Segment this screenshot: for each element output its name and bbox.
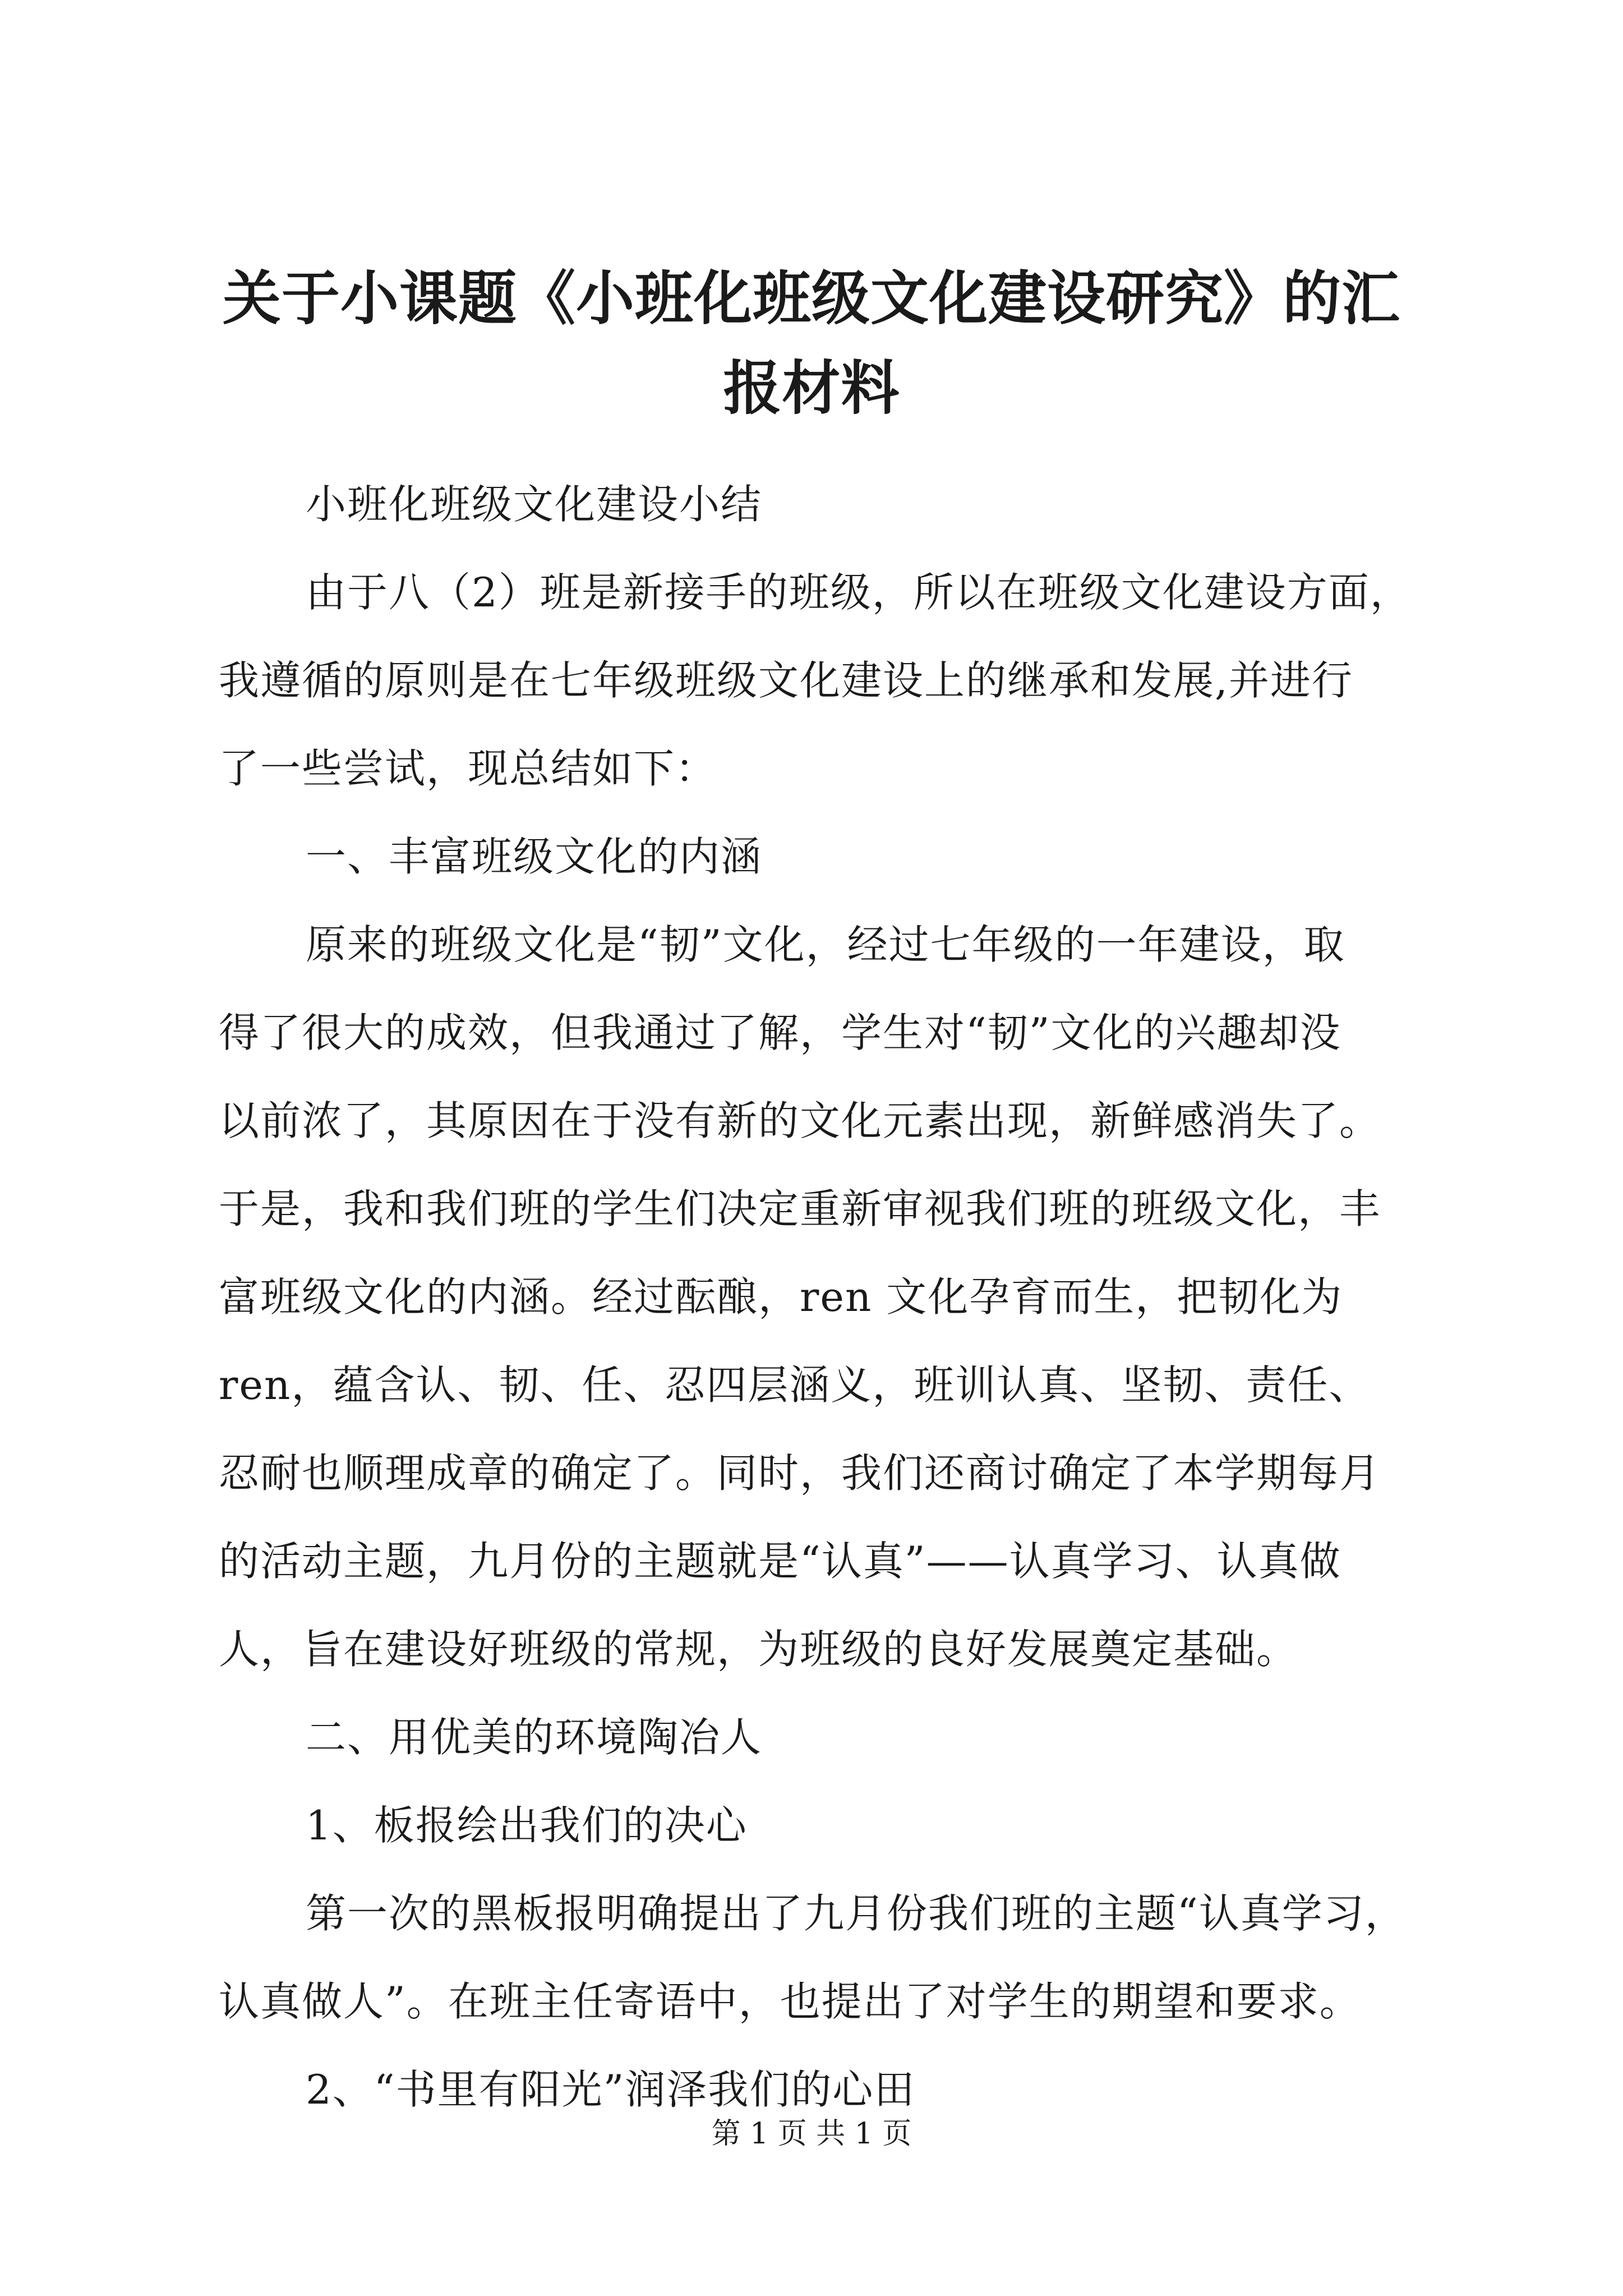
paragraph-line: 第一次的黑板报明确提出了九月份我们班的主题“认真学习， [306,1890,1407,1937]
paragraph-line: 人，旨在建设好班级的常规，为班级的良好发展奠定基础。 [219,1626,1298,1673]
paragraph-line: 以前浓了，其原因在于没有新的文化元素出现，新鲜感消失了。 [219,1097,1381,1144]
paragraph-line: 忍耐也顺理成章的确定了。同时，我们还商讨确定了本学期每月 [219,1450,1381,1497]
paragraph-line: 于是，我和我们班的学生们决定重新审视我们班的班级文化，丰 [219,1185,1381,1232]
document-title-line-2: 报材料 [723,353,900,422]
paragraph-line: 富班级文化的内涵。经过酝酿，ren 文化孕育而生，把韧化为 [219,1273,1343,1320]
paragraph-line: 认真做人”。在班主任寄语中，也提出了对学生的期望和要求。 [219,1978,1361,2025]
document-title-line-1: 关于小课题《小班化班级文化建设研究》的汇 [222,264,1400,333]
section-heading: 小班化班级文化建设小结 [306,481,763,528]
paragraph-line: 我遵循的原则是在七年级班级文化建设上的继承和发展,并进行 [219,657,1353,704]
paragraph-line: ren，蕴含认、韧、任、忍四层涵义，班训认真、坚韧、责任、 [219,1361,1371,1409]
section-heading: 一、丰富班级文化的内涵 [306,833,763,880]
page-footer: 第 1 页 共 1 页 [711,2117,912,2151]
paragraph-line: 由于八（2）班是新接手的班级，所以在班级文化建设方面， [306,569,1412,616]
paragraph-line: 原来的班级文化是“韧”文化，经过七年级的一年建设，取 [306,921,1345,968]
subsection-heading: 1、板报绘出我们的决心 [306,1802,748,1849]
paragraph-line: 得了很大的成效，但我通过了解，学生对“韧”文化的兴趣却没 [219,1009,1341,1056]
paragraph-line: 了一些尝试，现总结如下： [219,745,717,792]
paragraph-line: 的活动主题，九月份的主题就是“认真”——认真学习、认真做 [219,1538,1341,1585]
section-heading: 二、用优美的环境陶冶人 [306,1714,763,1761]
subsection-heading: 2、“书里有阳光”润泽我们的心田 [306,2066,916,2113]
